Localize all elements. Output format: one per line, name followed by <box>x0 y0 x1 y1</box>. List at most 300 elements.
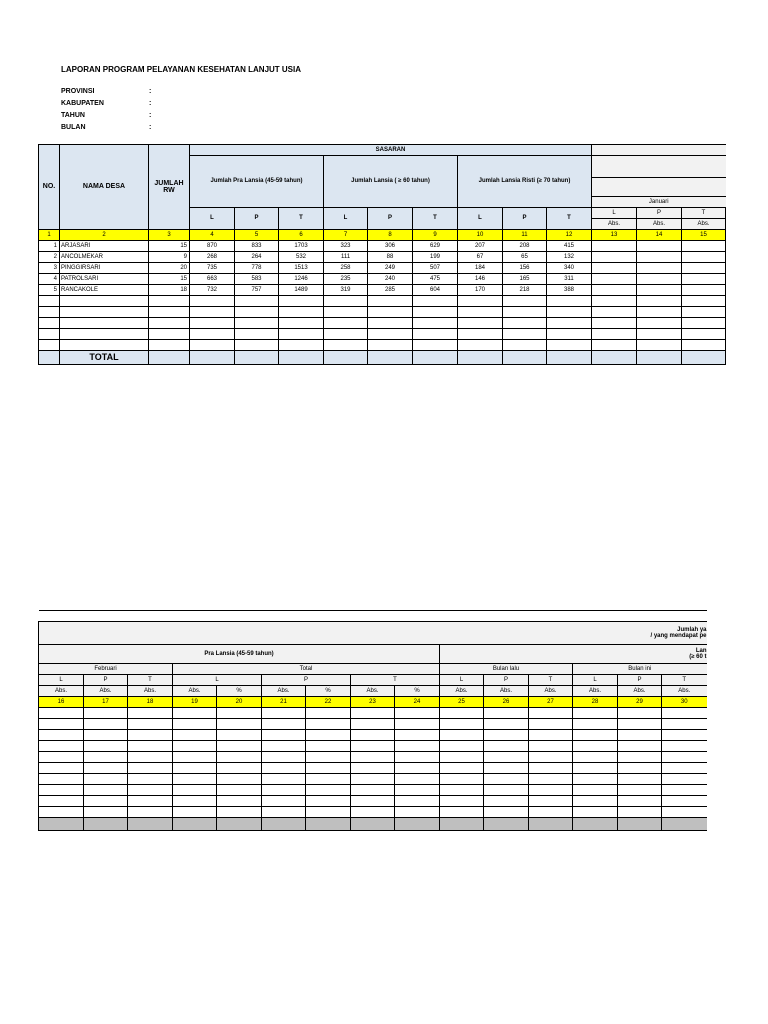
table-row <box>39 329 726 340</box>
table-cell <box>217 763 262 774</box>
sub-header-l: L <box>440 675 484 686</box>
table-cell <box>262 785 306 796</box>
table-cell <box>128 719 173 730</box>
table-cell <box>60 318 149 329</box>
table-cell <box>440 785 484 796</box>
table-cell <box>306 785 351 796</box>
table-cell <box>618 752 662 763</box>
value-cell: 264 <box>235 252 279 263</box>
sub-header-t: T <box>413 208 458 230</box>
table-cell <box>84 807 128 818</box>
sub-header-pct: % <box>395 686 440 697</box>
header-februari: Februari <box>39 664 173 675</box>
table-cell <box>39 307 60 318</box>
table-cell <box>618 774 662 785</box>
table-cell <box>39 807 84 818</box>
rw-count: 18 <box>149 285 190 296</box>
table-cell <box>662 752 707 763</box>
table-cell <box>484 708 529 719</box>
table-cell <box>573 785 618 796</box>
table-cell <box>529 807 573 818</box>
value-cell: 67 <box>458 252 503 263</box>
table-cell <box>618 730 662 741</box>
table-cell <box>149 318 190 329</box>
sub-header-abs: Abs. <box>573 686 618 697</box>
table-cell <box>149 329 190 340</box>
table-cell <box>39 796 84 807</box>
value-cell: 218 <box>503 285 547 296</box>
table-cell <box>573 719 618 730</box>
index-cell: 24 <box>395 697 440 708</box>
row-number: 1 <box>39 241 60 252</box>
table-cell <box>217 741 262 752</box>
table-cell <box>637 285 682 296</box>
table-cell <box>235 318 279 329</box>
table-cell <box>618 708 662 719</box>
meta-label-bulan: BULAN <box>61 124 86 131</box>
table-cell <box>440 752 484 763</box>
meta-sep: : <box>149 100 152 107</box>
table-cell <box>592 329 637 340</box>
value-cell: 604 <box>413 285 458 296</box>
index-cell: 10 <box>458 230 503 241</box>
table-cell <box>413 351 458 365</box>
table-cell <box>637 241 682 252</box>
report-title: LAPORAN PROGRAM PELAYANAN KESEHATAN LANJUT USIA <box>61 65 302 74</box>
table-row <box>39 785 707 796</box>
index-cell: 2 <box>60 230 149 241</box>
index-cell: 3 <box>149 230 190 241</box>
value-cell: 258 <box>324 263 368 274</box>
table-cell <box>306 730 351 741</box>
table-row <box>39 763 707 774</box>
table-cell <box>39 741 84 752</box>
blank-cell <box>592 178 726 197</box>
table-cell <box>592 351 637 365</box>
value-cell: 663 <box>190 274 235 285</box>
sub-header-p: P <box>262 675 351 686</box>
table-cell <box>682 351 726 365</box>
village-name: PINGGIRSARI <box>60 263 149 274</box>
sub-header-p: P <box>84 675 128 686</box>
index-cell: 1 <box>39 230 60 241</box>
index-cell: 29 <box>618 697 662 708</box>
table-cell <box>324 340 368 351</box>
table-cell <box>306 741 351 752</box>
table-cell <box>279 318 324 329</box>
value-cell: 207 <box>458 241 503 252</box>
table-cell <box>618 818 662 831</box>
sub-header-l: L <box>573 675 618 686</box>
table-cell <box>173 796 217 807</box>
value-cell: 475 <box>413 274 458 285</box>
index-cell: 5 <box>235 230 279 241</box>
village-name: ANCOLMEKAR <box>60 252 149 263</box>
index-cell: 18 <box>128 697 173 708</box>
sub-header-l: L <box>190 208 235 230</box>
table-cell <box>351 708 395 719</box>
rw-count: 15 <box>149 274 190 285</box>
table-cell <box>351 774 395 785</box>
table-row <box>39 741 707 752</box>
value-cell: 65 <box>503 252 547 263</box>
table-cell <box>351 785 395 796</box>
index-cell: 8 <box>368 230 413 241</box>
table-cell <box>60 329 149 340</box>
table-cell <box>190 329 235 340</box>
table-cell <box>262 774 306 785</box>
table-cell <box>573 763 618 774</box>
table-cell <box>217 730 262 741</box>
index-cell: 17 <box>84 697 128 708</box>
table-cell <box>39 351 60 365</box>
rw-count: 20 <box>149 263 190 274</box>
index-cell: 9 <box>413 230 458 241</box>
table-cell <box>592 285 637 296</box>
table-cell <box>173 785 217 796</box>
sub-header-t: T <box>662 675 707 686</box>
table-cell <box>324 329 368 340</box>
value-cell: 111 <box>324 252 368 263</box>
table-cell <box>39 708 84 719</box>
table-cell <box>351 741 395 752</box>
table-cell <box>39 774 84 785</box>
table-cell <box>547 296 592 307</box>
table-cell <box>458 307 503 318</box>
table-cell <box>39 730 84 741</box>
table-cell <box>368 329 413 340</box>
table-cell <box>484 752 529 763</box>
sub-header-t: T <box>128 675 173 686</box>
value-cell: 1513 <box>279 263 324 274</box>
report-table-main <box>38 144 726 365</box>
table-cell <box>395 774 440 785</box>
table-cell <box>529 730 573 741</box>
table-cell <box>440 708 484 719</box>
table-cell <box>128 752 173 763</box>
table-cell <box>351 752 395 763</box>
sub-header-abs: Abs. <box>662 686 707 697</box>
table-cell <box>458 296 503 307</box>
table-cell <box>395 807 440 818</box>
table-cell <box>503 351 547 365</box>
table-cell <box>440 818 484 831</box>
table-cell <box>306 774 351 785</box>
meta-label-kabupaten: KABUPATEN <box>61 100 104 107</box>
value-cell: 240 <box>368 274 413 285</box>
table-cell <box>39 818 84 831</box>
table-cell <box>173 730 217 741</box>
table-cell <box>39 763 84 774</box>
table-cell <box>662 719 707 730</box>
table-cell <box>637 307 682 318</box>
sub-header-t: T <box>682 208 726 219</box>
table-row <box>39 318 726 329</box>
table-cell <box>84 785 128 796</box>
index-cell: 7 <box>324 230 368 241</box>
table-cell <box>395 719 440 730</box>
index-cell: 27 <box>529 697 573 708</box>
sub-header-abs: Abs. <box>351 686 395 697</box>
table-cell <box>395 752 440 763</box>
index-cell: 26 <box>484 697 529 708</box>
table-cell <box>682 252 726 263</box>
col-header-nama-desa: NAMA DESA <box>60 145 149 230</box>
table-cell <box>262 807 306 818</box>
table-cell <box>662 763 707 774</box>
table-row <box>39 796 707 807</box>
row-number: 2 <box>39 252 60 263</box>
sub-header-abs: Abs. <box>84 686 128 697</box>
table-cell <box>173 763 217 774</box>
table-cell <box>39 719 84 730</box>
table-cell <box>279 340 324 351</box>
table-cell <box>190 351 235 365</box>
table-cell <box>173 752 217 763</box>
table-cell <box>573 708 618 719</box>
table-cell <box>440 741 484 752</box>
table-cell <box>149 340 190 351</box>
table-cell <box>637 263 682 274</box>
sub-header-l: L <box>324 208 368 230</box>
table-cell <box>440 763 484 774</box>
table-cell <box>262 752 306 763</box>
table-cell <box>190 340 235 351</box>
rw-count: 9 <box>149 252 190 263</box>
table-cell <box>262 741 306 752</box>
sub-header-abs: Abs. <box>529 686 573 697</box>
table-cell <box>279 351 324 365</box>
sub-header-p: P <box>235 208 279 230</box>
index-cell: 23 <box>351 697 395 708</box>
table-cell <box>262 818 306 831</box>
value-cell: 1703 <box>279 241 324 252</box>
table-cell <box>262 763 306 774</box>
table-cell <box>682 274 726 285</box>
index-cell: 25 <box>440 697 484 708</box>
table-cell <box>39 296 60 307</box>
sub-header-l: L <box>173 675 262 686</box>
header-jumlah-yang: Jumlah ya <box>677 626 707 633</box>
value-cell: 132 <box>547 252 592 263</box>
table-cell <box>592 241 637 252</box>
table-cell <box>262 796 306 807</box>
table-cell <box>262 730 306 741</box>
table-cell <box>618 741 662 752</box>
index-cell: 28 <box>573 697 618 708</box>
table-cell <box>529 785 573 796</box>
table-cell <box>39 329 60 340</box>
table-cell <box>279 296 324 307</box>
month-header-januari: Januari <box>592 197 726 208</box>
table-cell <box>573 807 618 818</box>
table-cell <box>662 741 707 752</box>
table-cell <box>306 796 351 807</box>
table-cell <box>413 307 458 318</box>
table-cell <box>190 307 235 318</box>
table-cell <box>149 307 190 318</box>
table-cell <box>458 329 503 340</box>
table-cell <box>351 719 395 730</box>
table-cell <box>529 796 573 807</box>
sub-header-pct: % <box>306 686 351 697</box>
value-cell: 170 <box>458 285 503 296</box>
table-cell <box>662 818 707 831</box>
table-row <box>39 263 726 274</box>
table-cell <box>484 719 529 730</box>
table-cell <box>618 719 662 730</box>
table-cell <box>351 763 395 774</box>
sub-header-abs: Abs. <box>682 219 726 230</box>
table-cell <box>682 340 726 351</box>
table-cell <box>262 719 306 730</box>
meta-label-provinsi: PROVINSI <box>61 88 95 95</box>
value-cell: 156 <box>503 263 547 274</box>
table-cell <box>306 752 351 763</box>
table-cell <box>39 340 60 351</box>
col-header-pra-lansia: Jumlah Pra Lansia (45-59 tahun) <box>190 156 324 208</box>
table-cell <box>173 818 217 831</box>
table-cell <box>637 318 682 329</box>
index-cell: 11 <box>503 230 547 241</box>
table-row <box>39 752 707 763</box>
col-header-lansia: Jumlah Lansia ( ≥ 60 tahun) <box>324 156 458 208</box>
table-cell <box>368 340 413 351</box>
table-cell <box>235 340 279 351</box>
header-total: Total <box>173 664 440 675</box>
table-cell <box>484 763 529 774</box>
value-cell: 870 <box>190 241 235 252</box>
sub-header-p: P <box>503 208 547 230</box>
table-cell <box>368 307 413 318</box>
table-cell <box>503 340 547 351</box>
table-cell <box>128 785 173 796</box>
table-cell <box>128 763 173 774</box>
sub-header-abs: Abs. <box>484 686 529 697</box>
table-cell <box>149 351 190 365</box>
table-cell <box>440 807 484 818</box>
table-cell <box>662 708 707 719</box>
value-cell: 165 <box>503 274 547 285</box>
sub-header-t: T <box>529 675 573 686</box>
value-cell: 146 <box>458 274 503 285</box>
table-cell <box>573 730 618 741</box>
value-cell: 311 <box>547 274 592 285</box>
table-cell <box>529 741 573 752</box>
table-cell <box>484 774 529 785</box>
table-cell <box>306 807 351 818</box>
header-lansia-label: Lan <box>695 647 707 654</box>
table-cell <box>149 296 190 307</box>
index-cell: 16 <box>39 697 84 708</box>
sub-header-t: T <box>279 208 324 230</box>
table-cell <box>306 719 351 730</box>
table-cell <box>60 340 149 351</box>
table-cell <box>217 708 262 719</box>
table-cell <box>440 774 484 785</box>
col-header-jumlah-rw: JUMLAH RW <box>149 145 190 230</box>
table-cell <box>128 774 173 785</box>
value-cell: 732 <box>190 285 235 296</box>
table-cell <box>190 318 235 329</box>
value-cell: 1246 <box>279 274 324 285</box>
table-cell <box>128 807 173 818</box>
value-cell: 323 <box>324 241 368 252</box>
blank-cell <box>592 145 726 156</box>
value-cell: 388 <box>547 285 592 296</box>
table-cell <box>573 741 618 752</box>
table-cell <box>547 307 592 318</box>
table-cell <box>60 307 149 318</box>
table-cell <box>306 818 351 831</box>
col-header-no: NO. <box>39 145 60 230</box>
table-row <box>39 252 726 263</box>
value-cell: 583 <box>235 274 279 285</box>
table-cell <box>351 807 395 818</box>
table-cell <box>484 730 529 741</box>
table-cell <box>529 752 573 763</box>
table-cell <box>324 351 368 365</box>
table-cell <box>413 329 458 340</box>
table-cell <box>503 296 547 307</box>
table-cell <box>440 796 484 807</box>
value-cell: 532 <box>279 252 324 263</box>
table-row <box>39 307 726 318</box>
rw-count: 15 <box>149 241 190 252</box>
table-cell <box>395 818 440 831</box>
table-cell <box>484 796 529 807</box>
table-cell <box>592 307 637 318</box>
table-cell <box>217 774 262 785</box>
table-cell <box>395 785 440 796</box>
village-name: PATROLSARI <box>60 274 149 285</box>
sub-header-l: L <box>458 208 503 230</box>
table-row <box>39 708 707 719</box>
table-cell <box>351 818 395 831</box>
table-cell <box>573 774 618 785</box>
table-cell <box>503 329 547 340</box>
table-cell <box>592 263 637 274</box>
table-cell <box>279 307 324 318</box>
value-cell: 249 <box>368 263 413 274</box>
sub-header-p: P <box>637 208 682 219</box>
table-cell <box>547 329 592 340</box>
table-cell <box>484 818 529 831</box>
sub-header-t: T <box>351 675 440 686</box>
table-cell <box>217 719 262 730</box>
table-cell <box>682 263 726 274</box>
header-jumlah-yang-mendapat <box>39 622 707 645</box>
table-cell <box>217 752 262 763</box>
table-cell <box>637 340 682 351</box>
table-cell <box>573 796 618 807</box>
sub-header-abs: Abs. <box>39 686 84 697</box>
sub-header-p: P <box>618 675 662 686</box>
table-cell <box>529 774 573 785</box>
index-cell: 6 <box>279 230 324 241</box>
table-cell <box>324 296 368 307</box>
table-cell <box>637 329 682 340</box>
sub-header-l: L <box>592 208 637 219</box>
table-cell <box>592 274 637 285</box>
table-cell <box>682 307 726 318</box>
meta-label-tahun: TAHUN <box>61 112 85 119</box>
table-cell <box>618 785 662 796</box>
table-cell <box>440 730 484 741</box>
sub-header-pct: % <box>217 686 262 697</box>
value-cell: 415 <box>547 241 592 252</box>
table-cell <box>351 796 395 807</box>
